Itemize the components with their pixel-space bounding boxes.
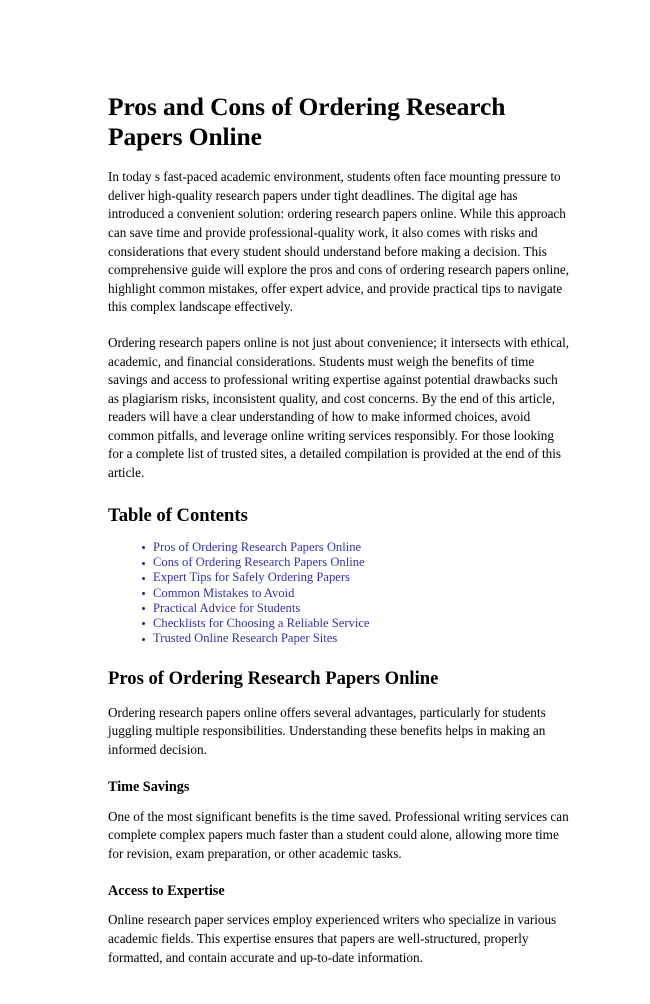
bullet-icon xyxy=(142,577,145,580)
table-of-contents-list xyxy=(108,540,570,646)
list-item xyxy=(142,631,570,646)
toc-link-expert-tips[interactable]: Expert Tips for Safely Ordering Papers xyxy=(153,570,350,585)
bullet-icon xyxy=(142,607,145,610)
bullet-icon xyxy=(142,638,145,641)
toc-link-practical-advice[interactable]: Practical Advice for Students xyxy=(153,600,301,615)
page-bottom-spacer xyxy=(108,984,570,1004)
pros-section-heading: Pros of Ordering Research Papers Online xyxy=(108,668,439,690)
toc-link-pros[interactable]: Pros of Ordering Research Papers Online xyxy=(153,539,362,554)
list-item xyxy=(142,540,570,555)
table-of-contents-heading: Table of Contents xyxy=(108,504,248,526)
paragraph-time-savings: One of the most significant benefits is the time saved. Professional writing services can complete complex papers much faster than a student could alone, allowing more time for revision, exam preparation, or other academic tasks. xyxy=(108,808,569,861)
subheading-access-to-expertise: Access to Expertise xyxy=(108,883,225,900)
toc-link-checklists[interactable]: Checklists for Choosing a Reliable Service xyxy=(153,615,370,630)
list-item xyxy=(142,601,570,616)
intro-paragraph-2: Ordering research papers online is not just about convenience; it intersects with ethical, academic, and financial considerations. Students must weigh the benefits of time savings and access to professional writing expertise against potential drawbacks such as plagiarism risks, inconsistent quality, and cost concerns. By the end of this article, readers will have a clear understanding of how to make informed choices, avoid common pitfalls, and leverage online writing services responsibly. For those looking for a complete list of trusted sites, a detailed compilation is provided at the end of this article. xyxy=(108,334,570,481)
toc-link-cons[interactable]: Cons of Ordering Research Papers Online xyxy=(153,555,365,570)
list-item xyxy=(142,555,570,570)
toc-link-trusted-sites[interactable]: Trusted Online Research Paper Sites xyxy=(153,631,338,646)
list-item xyxy=(142,586,570,601)
bullet-icon xyxy=(142,622,145,625)
pros-section-intro: Ordering research papers online offers several advantages, particularly for students juggling multiple responsibilities. Understanding these benefits helps in making an informed decision. xyxy=(108,704,546,757)
subheading-time-savings: Time Savings xyxy=(108,779,190,796)
paragraph-access-to-expertise: Online research paper services employ experienced writers who specialize in various academic fields. This expertise ensures that papers are well-structured, properly formatted, and contain accurate and up-to-date information. xyxy=(108,912,557,965)
intro-paragraph-1: In today s fast-paced academic environment, students often face mounting pressure to deliver high-quality research papers under tight deadlines. The digital age has introduced a convenient solution: ordering research papers online. While this approach can save time and provide professional-quality work, it also comes with risks and considerations that every student should understand before making a decision. This comprehensive guide will explore the pros and cons of ordering research papers online, highlight common mistakes, offer expert advice, and provide practical tips to navigate this complex landscape effectively. xyxy=(108,169,570,315)
bullet-icon xyxy=(142,546,145,549)
page-title: Pros and Cons of Ordering Research Papers Online xyxy=(108,92,506,152)
list-item xyxy=(142,616,570,631)
bullet-icon xyxy=(142,562,145,565)
list-item xyxy=(142,570,570,585)
bullet-icon xyxy=(142,592,145,595)
toc-link-common-mistakes[interactable]: Common Mistakes to Avoid xyxy=(153,585,295,600)
